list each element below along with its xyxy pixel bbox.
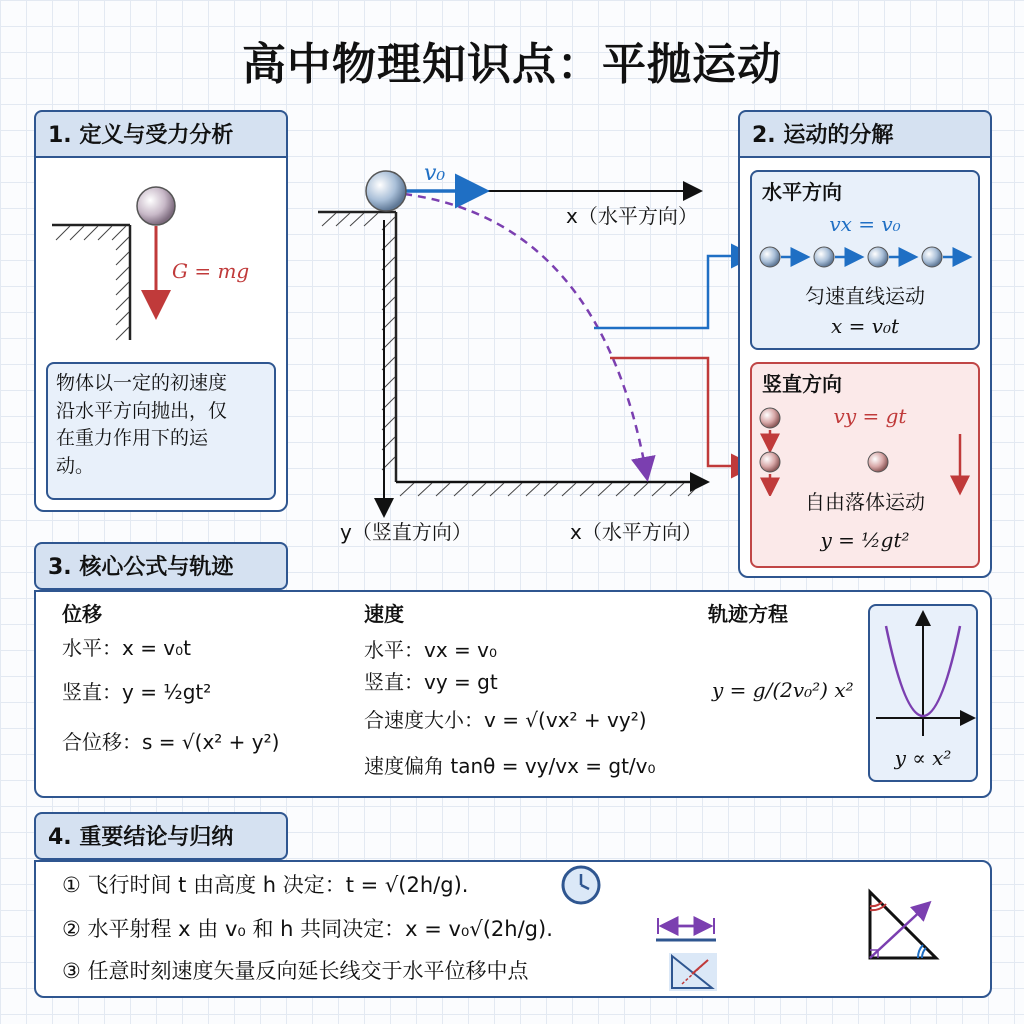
definition-box (46, 362, 276, 500)
horizontal-position: x = v₀t (830, 314, 900, 338)
trajectory-equation: y = g/(2v₀²) x² (712, 678, 854, 702)
vertical-position: y = ½gt² (820, 528, 910, 552)
velocity-extension-icon (668, 952, 718, 992)
proportional-label: y ∝ x² (894, 746, 952, 770)
section-definition-header: 1. 定义与受力分析 (34, 110, 288, 158)
x-axis-top-label: x（水平方向） (566, 204, 698, 228)
range-icon (654, 914, 718, 946)
definition-line: 动。 (56, 454, 95, 477)
free-fall-icon (756, 404, 976, 496)
conclusion-item: ① 飞行时间 t 由高度 h 决定：t = √(2h/g). (62, 873, 469, 897)
v0-label: v₀ (424, 161, 446, 186)
displacement-title: 位移 (62, 602, 102, 626)
parabola-graph (870, 606, 976, 742)
velocity-title: 速度 (364, 602, 404, 626)
section-decomposition-header: 2. 运动的分解 (738, 110, 992, 158)
ball-icon (137, 187, 175, 225)
velocity-vertical: 竖直：vy = gt (364, 670, 498, 694)
horizontal-title: 水平方向 (762, 180, 842, 204)
conclusion-item: ② 水平射程 x 由 v₀ 和 h 共同决定：x = v₀√(2h/g). (62, 917, 553, 941)
horizontal-formula: vx = v₀ (829, 212, 901, 236)
vertical-formula: vy = gt (833, 404, 907, 428)
definition-line: 物体以一定的初速度 (56, 372, 228, 394)
ball-icon (366, 171, 406, 211)
definition-line: 在重力作用下的运 (56, 427, 209, 450)
velocity-angle-triangle-icon (862, 884, 946, 968)
gravity-label: G = mg (172, 259, 250, 283)
vertical-motion: 自由落体运动 (805, 490, 925, 514)
velocity-horizontal: 水平：vx = v₀ (364, 638, 497, 662)
y-axis-label: y（竖直方向） (340, 520, 472, 544)
trajectory-curve (404, 194, 646, 472)
clock-icon (560, 864, 602, 906)
ground-shape (396, 482, 700, 496)
x-axis-bottom-label: x（水平方向） (570, 520, 702, 544)
velocity-magnitude: 合速度大小：v = √(vx² + vy²) (364, 708, 647, 732)
displacement-vertical: 竖直：y = ½gt² (62, 680, 212, 704)
conclusion-item: ③ 任意时刻速度矢量反向延长线交于水平位移中点 (62, 959, 529, 983)
uniform-motion-icon (756, 240, 976, 274)
section-formulas-header: 3. 核心公式与轨迹 (34, 542, 288, 590)
page-title: 高中物理知识点：平抛运动 (242, 39, 782, 90)
connector-horizontal (594, 256, 746, 328)
vertical-title: 竖直方向 (762, 372, 842, 396)
section-conclusions-header: 4. 重要结论与归纳 (34, 812, 288, 860)
velocity-angle: 速度偏角 tanθ = vy/vx = gt/v₀ (364, 754, 656, 778)
displacement-horizontal: 水平：x = v₀t (62, 636, 192, 660)
displacement-resultant: 合位移：s = √(x² + y²) (62, 730, 280, 754)
definition-line: 沿水平方向抛出，仅 (56, 399, 228, 422)
horizontal-motion: 匀速直线运动 (805, 284, 925, 308)
force-diagram (40, 170, 280, 350)
ledge-shape (52, 225, 130, 340)
trajectory-title: 轨迹方程 (708, 602, 788, 626)
connector-vertical (610, 358, 746, 466)
